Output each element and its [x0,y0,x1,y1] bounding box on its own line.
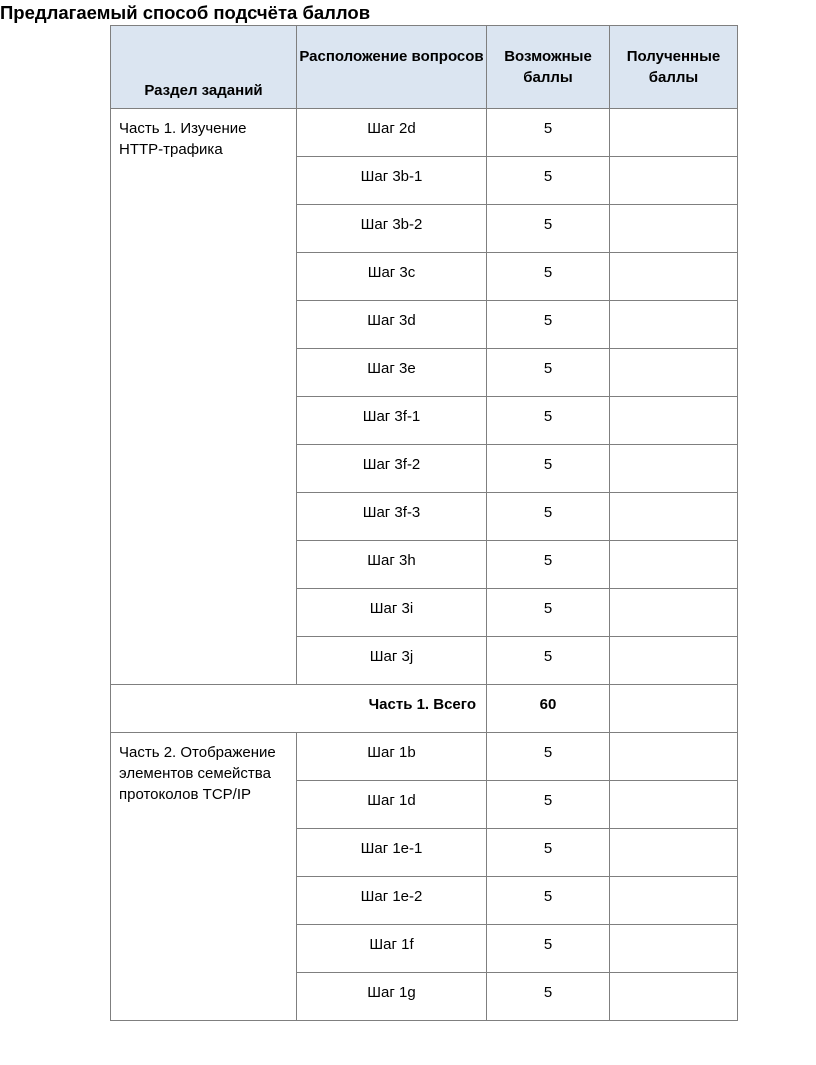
step-cell: Шаг 1e-1 [297,829,487,877]
header-possible-points: Возможные баллы [487,26,610,109]
possible-points-cell: 5 [487,589,610,637]
step-cell: Шаг 3c [297,253,487,301]
earned-points-cell[interactable] [610,781,738,829]
earned-points-cell[interactable] [610,925,738,973]
possible-points-cell: 5 [487,445,610,493]
earned-points-cell[interactable] [610,877,738,925]
earned-points-cell[interactable] [610,733,738,781]
earned-points-cell[interactable] [610,829,738,877]
step-cell: Шаг 1g [297,973,487,1021]
possible-points-cell: 5 [487,493,610,541]
earned-points-cell[interactable] [610,637,738,685]
header-row [111,26,738,109]
total-earned-points[interactable] [610,685,738,733]
section-part-2: Часть 2. Отображение элементов семейства протоколов TCP/IP [111,733,297,1021]
step-cell: Шаг 3b-2 [297,205,487,253]
earned-points-cell[interactable] [610,493,738,541]
possible-points-cell: 5 [487,877,610,925]
step-cell: Шаг 1d [297,781,487,829]
possible-points-cell: 5 [487,829,610,877]
possible-points-cell: 5 [487,541,610,589]
step-cell: Шаг 2d [297,109,487,157]
possible-points-cell: 5 [487,157,610,205]
earned-points-cell[interactable] [610,157,738,205]
page-title: Предлагаемый способ подсчёта баллов [0,2,371,23]
earned-points-cell[interactable] [610,973,738,1021]
header-earned-points: Полученные баллы [610,26,738,109]
step-cell: Шаг 3e [297,349,487,397]
earned-points-cell[interactable] [610,589,738,637]
possible-points-cell: 5 [487,973,610,1021]
earned-points-cell[interactable] [610,349,738,397]
total-possible-points: 60 [487,685,610,733]
score-table [110,25,738,1021]
step-cell: Шаг 3b-1 [297,157,487,205]
step-cell: Шаг 3d [297,301,487,349]
possible-points-cell: 5 [487,205,610,253]
earned-points-cell[interactable] [610,205,738,253]
earned-points-cell[interactable] [610,541,738,589]
earned-points-cell[interactable] [610,253,738,301]
possible-points-cell: 5 [487,397,610,445]
possible-points-cell: 5 [487,637,610,685]
table-body [111,109,738,1021]
step-cell: Шаг 3f-3 [297,493,487,541]
possible-points-cell: 5 [487,253,610,301]
possible-points-cell: 5 [487,349,610,397]
earned-points-cell[interactable] [610,109,738,157]
table-row [111,109,738,157]
total-row-part-1 [111,685,738,733]
possible-points-cell: 5 [487,781,610,829]
earned-points-cell[interactable] [610,301,738,349]
earned-points-cell[interactable] [610,445,738,493]
possible-points-cell: 5 [487,733,610,781]
step-cell: Шаг 1e-2 [297,877,487,925]
step-cell: Шаг 1b [297,733,487,781]
possible-points-cell: 5 [487,925,610,973]
possible-points-cell: 5 [487,109,610,157]
table-row [111,733,738,781]
step-cell: Шаг 3i [297,589,487,637]
total-label: Часть 1. Всего [111,685,487,733]
step-cell: Шаг 1f [297,925,487,973]
possible-points-cell: 5 [487,301,610,349]
step-cell: Шаг 3h [297,541,487,589]
step-cell: Шаг 3f-2 [297,445,487,493]
section-part-1: Часть 1. Изучение HTTP-трафика [111,109,297,685]
header-location: Расположение вопросов [297,26,487,109]
header-section: Раздел заданий [111,26,297,109]
earned-points-cell[interactable] [610,397,738,445]
step-cell: Шаг 3f-1 [297,397,487,445]
step-cell: Шаг 3j [297,637,487,685]
